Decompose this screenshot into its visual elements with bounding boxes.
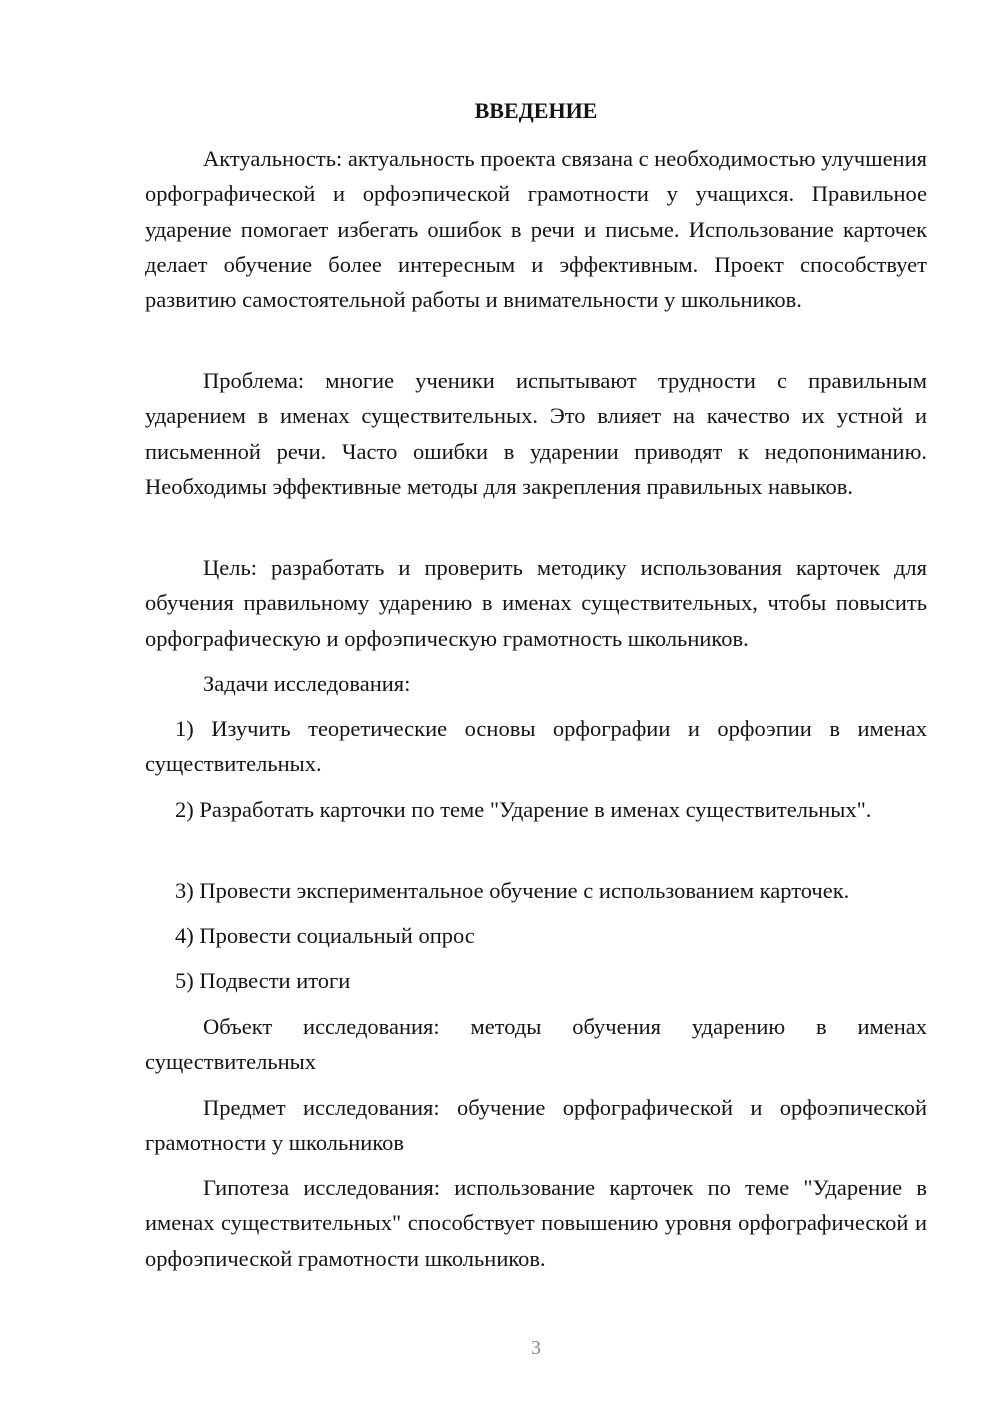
task-item-1: 1) Изучить теоретические основы орфографии и орфоэпии в именах существительных. — [145, 716, 927, 777]
task-item-4: 4) Провести социальный опрос — [175, 923, 475, 948]
paragraph-subject: Предмет исследования: обучение орфографической и орфоэпической грамотности у школьников — [145, 1095, 927, 1156]
task-item-2: 2) Разработать карточки по теме "Ударение в именах существительных". — [175, 797, 872, 822]
task-item-3: 3) Провести экспериментальное обучение с использованием карточек. — [175, 878, 850, 903]
page-number: 3 — [531, 1337, 541, 1359]
paragraph-hypothesis: Гипотеза исследования: использование карточек по теме "Ударение в именах существительных" способствует повышению уровня орфографической и орфоэпической грамотности школьников. — [145, 1175, 927, 1271]
paragraph-goal: Цель: разработать и проверить методику использования карточек для обучения правильному ударению в именах существительных, чтобы повысить орфографическую и орфоэпическую грамотность школьников. — [145, 555, 927, 651]
paragraph-problem: Проблема: многие ученики испытывают трудности с правильным ударением в именах существительных. Это влияет на качество их устной и письменной речи. Часто ошибки в ударении приводят к недопониманию. Необходимы эффективные методы для закрепления правильных навыков. — [145, 368, 927, 499]
paragraph-object: Объект исследования: методы обучения ударению в именах существительных — [145, 1014, 927, 1075]
page-title: ВВЕДЕНИЕ — [474, 98, 598, 123]
paragraph-relevance: Актуальность: актуальность проекта связана с необходимостью улучшения орфографической и орфоэпической грамотности у учащихся. Правильное ударение помогает избегать ошибок в речи и письме. Использование карточек делает обучение более интересным и эффективным. Проект способствует развитию самостоятельной работы и внимательности у школьников. — [145, 146, 927, 313]
task-item-5: 5) Подвести итоги — [175, 968, 351, 993]
tasks-heading: Задачи исследования: — [203, 671, 411, 696]
